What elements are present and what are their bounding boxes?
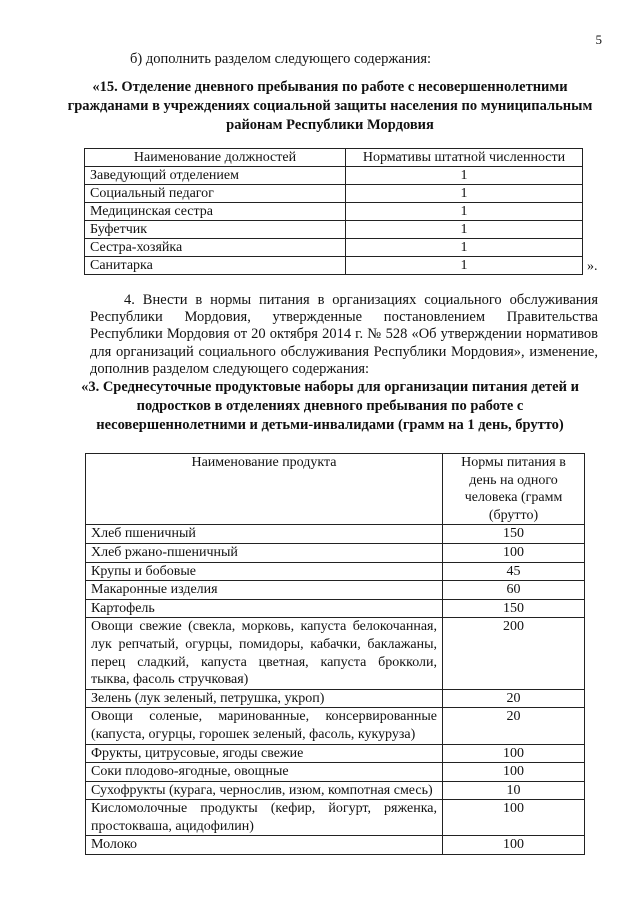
table-row xyxy=(85,185,583,203)
page-number: 5 xyxy=(595,32,602,47)
product-norm: 100 xyxy=(443,543,585,562)
product-name: Молоко xyxy=(86,836,443,855)
position-name: Сестра-хозяйка xyxy=(85,239,346,257)
table-row xyxy=(85,239,583,257)
table-row xyxy=(86,763,585,782)
table-row xyxy=(85,221,583,239)
staff-norm: 1 xyxy=(346,203,583,221)
staff-norm: 1 xyxy=(346,167,583,185)
table-row xyxy=(86,581,585,600)
position-name: Заведующий отделением xyxy=(85,167,346,185)
table-row xyxy=(86,562,585,581)
table-row xyxy=(85,203,583,221)
food-table-header-row xyxy=(86,454,585,525)
product-name: Соки плодово-ягодные, овощные xyxy=(86,763,443,782)
position-name: Буфетчик xyxy=(85,221,346,239)
paragraph-4: 4. Внести в нормы питания в организациях социального обслуживания Республики Мордовия, утвержденные постановлением Правительства Республики Мордовия от 20 октября 2014 г. № 528 «Об утверждении нормативов для организаций социального обслуживания Республики Мордовия», изменение, дополнив разделом следующего содержания: xyxy=(90,292,598,377)
food-header-norm: Нормы питания в день на одного человека (грамм (брутто) xyxy=(443,454,585,525)
table-row xyxy=(85,257,583,275)
product-name: Фрукты, цитрусовые, ягоды свежие xyxy=(86,744,443,763)
product-name: Хлеб ржано-пшеничный xyxy=(86,543,443,562)
intro-line: б) дополнить разделом следующего содержания: xyxy=(130,51,432,67)
staff-norm: 1 xyxy=(346,257,583,275)
product-name: Овощи соленые, маринованные, консервированные (капуста, огурцы, горошек зеленый, фасоль, кукуруза) xyxy=(86,708,443,744)
position-name: Санитарка xyxy=(85,257,346,275)
product-norm: 150 xyxy=(443,525,585,544)
food-header-product: Наименование продукта xyxy=(86,454,443,525)
food-norms-table xyxy=(85,453,585,855)
table-row xyxy=(86,781,585,800)
product-norm: 20 xyxy=(443,689,585,708)
staff-norm: 1 xyxy=(346,221,583,239)
product-name: Макаронные изделия xyxy=(86,581,443,600)
product-norm: 100 xyxy=(443,800,585,836)
staff-header-norm: Нормативы штатной численности xyxy=(346,149,583,167)
product-norm: 100 xyxy=(443,836,585,855)
product-norm: 150 xyxy=(443,599,585,618)
table-row xyxy=(86,525,585,544)
table-row xyxy=(86,543,585,562)
product-norm: 100 xyxy=(443,744,585,763)
staff-table-header-row xyxy=(85,149,583,167)
product-name: Овощи свежие (свекла, морковь, капуста белокочанная, лук репчатый, огурцы, помидоры, кабачки, баклажаны, перец сладкий, капуста цветная, капуста брокколи, тыква, фасоль стручковая) xyxy=(86,618,443,689)
product-name: Картофель xyxy=(86,599,443,618)
staff-norm: 1 xyxy=(346,185,583,203)
product-norm: 60 xyxy=(443,581,585,600)
table-row xyxy=(85,167,583,185)
table-row xyxy=(86,599,585,618)
staff-table xyxy=(84,148,583,275)
closing-quote: ». xyxy=(587,259,598,274)
table-row xyxy=(86,744,585,763)
position-name: Социальный педагог xyxy=(85,185,346,203)
section-3-title: «3. Среднесуточные продуктовые наборы для организации питания детей и подростков в отделениях дневного пребывания по работе с несовершеннолетними и детьми-инвалидами (грамм на 1 день, брутто) xyxy=(81,379,579,433)
product-norm: 45 xyxy=(443,562,585,581)
product-name: Зелень (лук зеленый, петрушка, укроп) xyxy=(86,689,443,708)
table-row xyxy=(86,708,585,744)
product-norm: 10 xyxy=(443,781,585,800)
product-name: Крупы и бобовые xyxy=(86,562,443,581)
staff-header-position: Наименование должностей xyxy=(85,149,346,167)
product-norm: 20 xyxy=(443,708,585,744)
section-15-title: «15. Отделение дневного пребывания по работе с несовершеннолетними гражданами в учреждениях социальной защиты населения по муниципальным районам Республики Мордовия xyxy=(67,79,593,133)
product-name: Хлеб пшеничный xyxy=(86,525,443,544)
staff-norm: 1 xyxy=(346,239,583,257)
product-norm: 200 xyxy=(443,618,585,689)
table-row xyxy=(86,618,585,689)
table-row xyxy=(86,800,585,836)
product-name: Кисломолочные продукты (кефир, йогурт, ряженка, простокваша, ацидофилин) xyxy=(86,800,443,836)
product-norm: 100 xyxy=(443,763,585,782)
position-name: Медицинская сестра xyxy=(85,203,346,221)
table-row xyxy=(86,836,585,855)
product-name: Сухофрукты (курага, чернослив, изюм, компотная смесь) xyxy=(86,781,443,800)
table-row xyxy=(86,689,585,708)
